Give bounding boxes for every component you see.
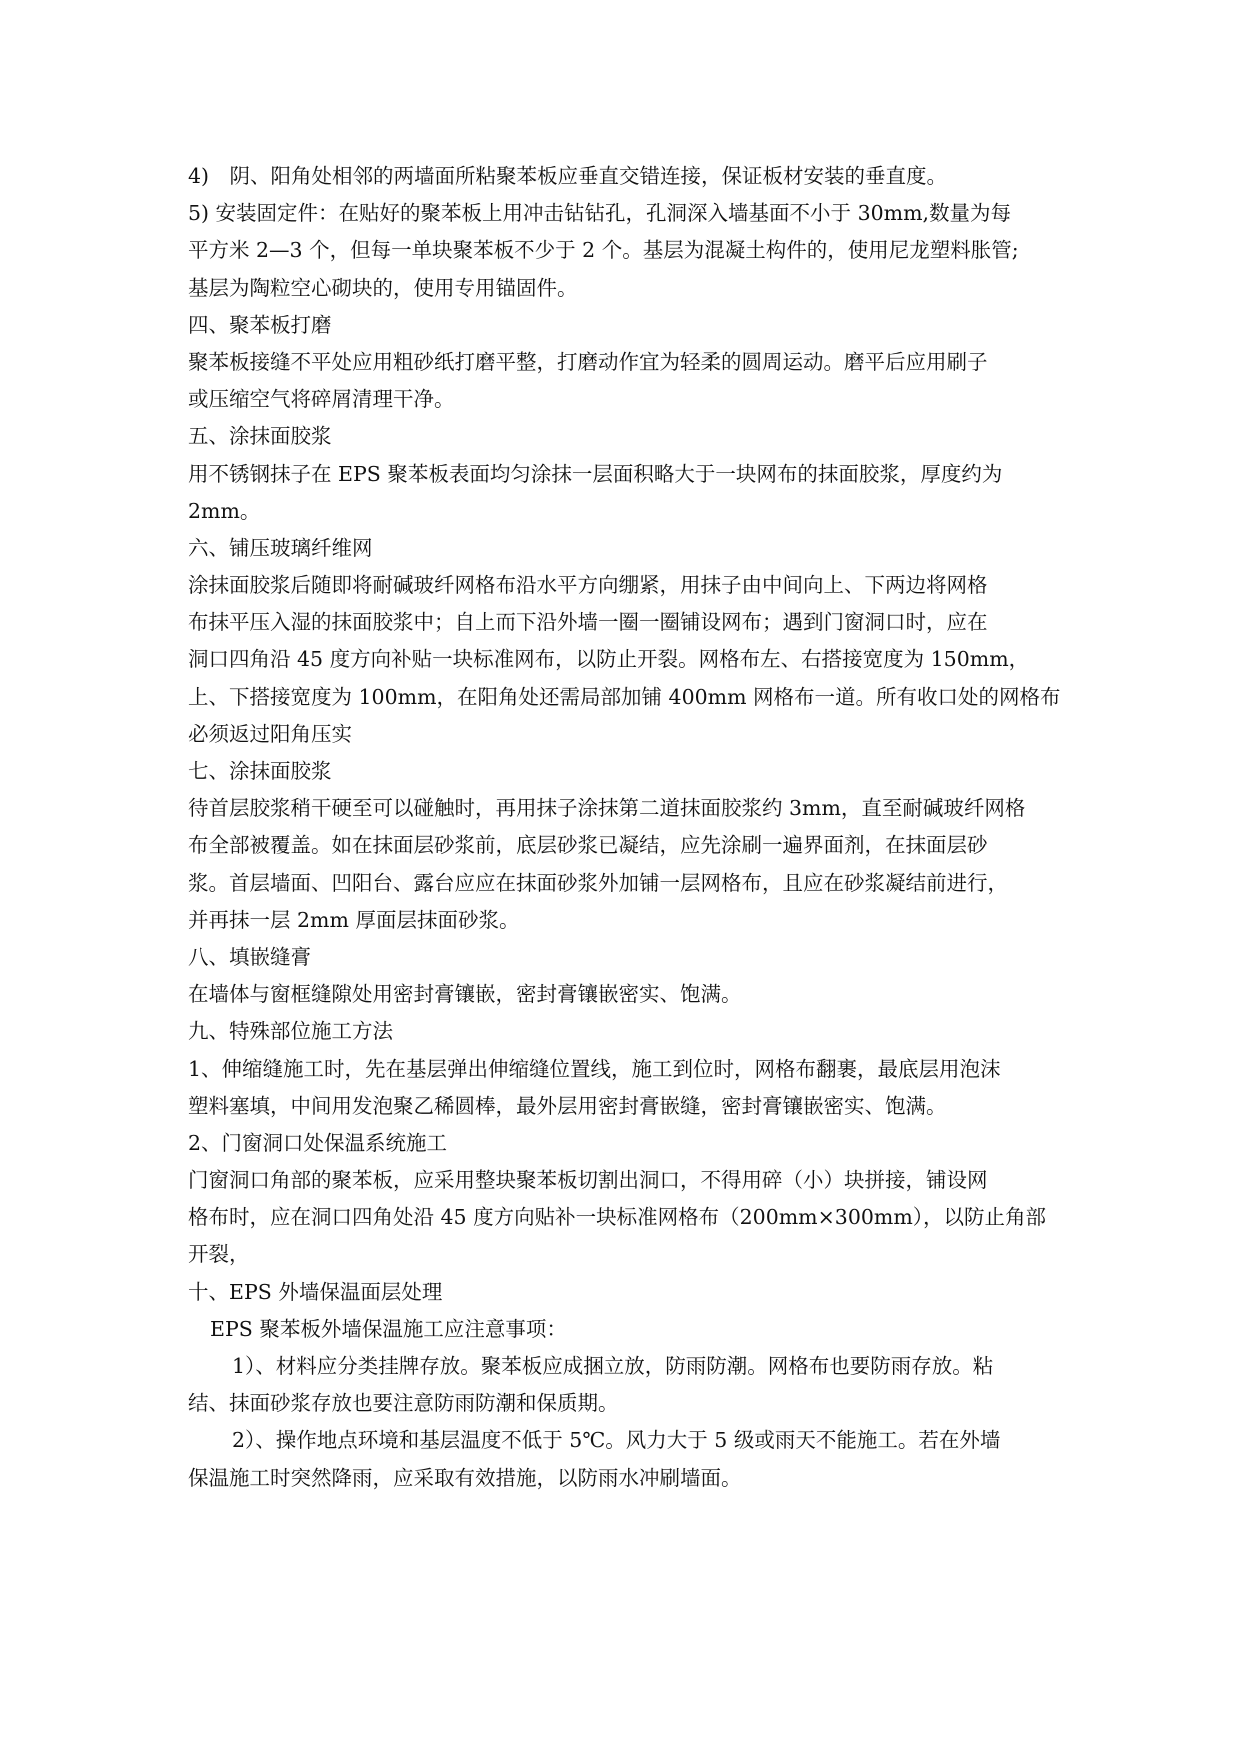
text-line: 用不锈钢抹子在 EPS 聚苯板表面均匀涂抹一层面积略大于一块网布的抹面胶浆，厚度约为 bbox=[188, 461, 1003, 486]
text-line: 上、下搭接宽度为 100mm，在阳角处还需局部加铺 400mm 网格布一道。所有收口处的网格布 bbox=[188, 684, 1061, 709]
text-line: 布抹平压入湿的抹面胶浆中；自上而下沿外墙一圈一圈铺设网布；遇到门窗洞口时，应在 bbox=[188, 610, 988, 635]
text-line: 1）、材料应分类挂牌存放。聚苯板应成捆立放，防雨防潮。网格布也要防雨存放。粘 bbox=[232, 1354, 994, 1378]
text-line: 保温施工时突然降雨，应采取有效措施，以防雨水冲刷墙面。 bbox=[188, 1465, 742, 1490]
text-line: 开裂， bbox=[188, 1242, 250, 1267]
text-line: 门窗洞口角部的聚苯板，应采用整块聚苯板切割出洞口，不得用碎（小）块拼接，铺设网 bbox=[188, 1168, 988, 1193]
text-line: 结、抹面砂浆存放也要注意防雨防潮和保质期。 bbox=[188, 1391, 619, 1416]
text-line: 涂抹面胶浆后随即将耐碱玻纤网格布沿水平方向绷紧，用抹子由中间向上、下两边将网格 bbox=[188, 573, 988, 598]
section-heading: 八、填嵌缝膏 bbox=[188, 944, 311, 969]
text-line: 必须返过阳角压实 bbox=[188, 721, 352, 746]
text-line: 2mm。 bbox=[188, 498, 261, 523]
text-line: 待首层胶浆稍干硬至可以碰触时，再用抹子涂抹第二道抹面胶浆约 3mm，直至耐碱玻纤网格 bbox=[188, 796, 1026, 821]
text-line: 并再抹一层 2mm 厚面层抹面砂浆。 bbox=[188, 907, 520, 932]
document-body bbox=[188, 158, 1061, 1497]
text-line: 浆。首层墙面、凹阳台、露台应应在抹面砂浆外加铺一层网格布，且应在砂浆凝结前进行， bbox=[188, 870, 1008, 895]
text-line: 基层为陶粒空心砌块的，使用专用锚固件。 bbox=[188, 275, 578, 300]
text-line: 或压缩空气将碎屑清理干净。 bbox=[188, 387, 455, 412]
text-line: EPS 聚苯板外墙保温施工应注意事项： bbox=[210, 1316, 567, 1341]
text-line: 聚苯板接缝不平处应用粗砂纸打磨平整，打磨动作宜为轻柔的圆周运动。磨平后应用刷子 bbox=[188, 349, 988, 374]
section-heading: 十、EPS 外墙保温面层处理 bbox=[188, 1279, 443, 1304]
subsection-heading: 2、门窗洞口处保温系统施工 bbox=[188, 1130, 448, 1155]
text-line: 在墙体与窗框缝隙处用密封膏镶嵌，密封膏镶嵌密实、饱满。 bbox=[188, 982, 742, 1007]
section-heading: 四、聚苯板打磨 bbox=[188, 312, 332, 337]
text-line: 4) 阴、阳角处相邻的两墙面所粘聚苯板应垂直交错连接，保证板材安装的垂直度。 bbox=[188, 164, 948, 188]
text-line: 格布时，应在洞口四角处沿 45 度方向贴补一块标准网格布（200mm×300mm），以防止角部 bbox=[188, 1205, 1047, 1230]
text-line: 布全部被覆盖。如在抹面层砂浆前，底层砂浆已凝结，应先涂刷一遍界面剂，在抹面层砂 bbox=[188, 833, 988, 858]
text-line: 2）、操作地点环境和基层温度不低于 5℃。风力大于 5 级或雨天不能施工。若在外墙 bbox=[232, 1428, 1001, 1453]
section-heading: 六、铺压玻璃纤维网 bbox=[188, 535, 373, 560]
text-line: 洞口四角沿 45 度方向补贴一块标准网布，以防止开裂。网格布左、右搭接宽度为 150mm， bbox=[188, 647, 1030, 672]
text-line: 塑料塞填，中间用发泡聚乙稀圆棒，最外层用密封膏嵌缝，密封膏镶嵌密实、饱满。 bbox=[188, 1093, 947, 1118]
section-heading: 七、涂抹面胶浆 bbox=[188, 759, 332, 783]
text-line: 1、伸缩缝施工时，先在基层弹出伸缩缝位置线，施工到位时，网格布翻裹，最底层用泡沫 bbox=[188, 1056, 1001, 1081]
text-line: 平方米 2—3 个，但每一单块聚苯板不少于 2 个。基层为混凝土构件的，使用尼龙塑料胀管; bbox=[188, 238, 1019, 263]
section-heading: 九、特殊部位施工方法 bbox=[188, 1019, 393, 1044]
text-line: 5) 安装固定件：在贴好的聚苯板上用冲击钻钻孔，孔洞深入墙基面不小于 30mm,数量为每 bbox=[188, 201, 1012, 226]
section-heading: 五、涂抹面胶浆 bbox=[188, 424, 332, 449]
